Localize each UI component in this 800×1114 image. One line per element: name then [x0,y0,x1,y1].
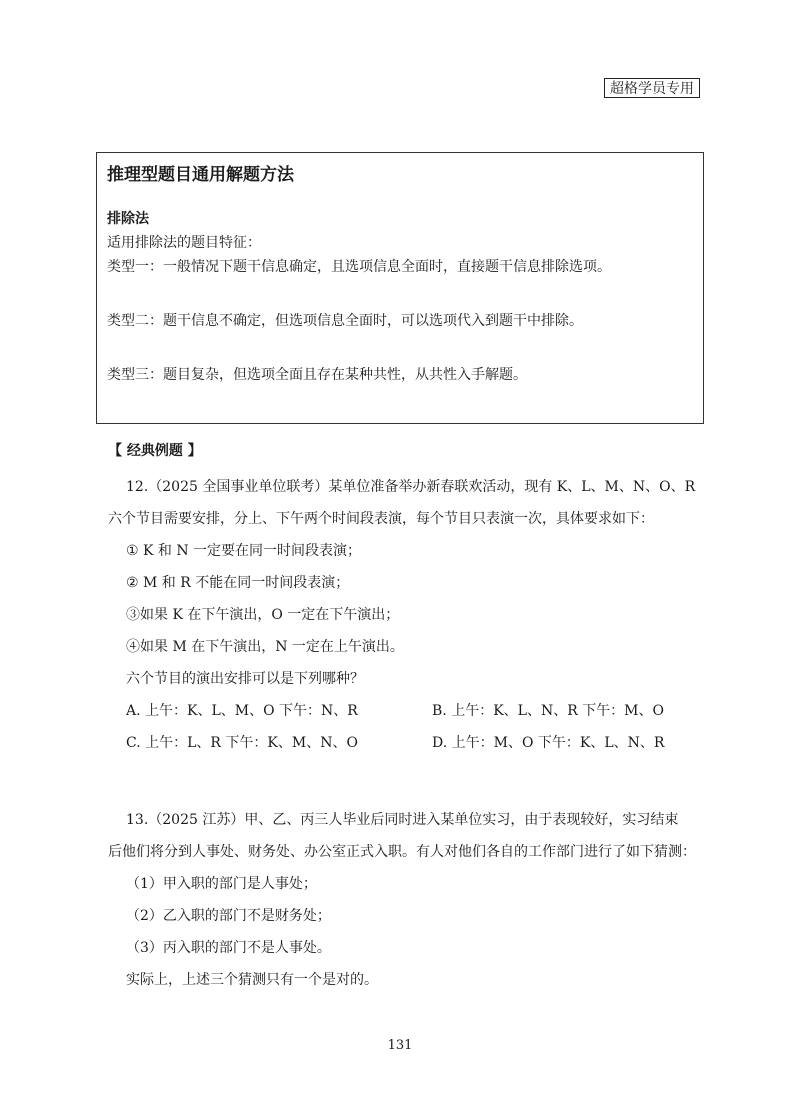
page-number: 131 [387,1038,413,1053]
method-type-2: 类型二：题干信息不确定，但选项信息全面时，可以选项代入到题干中排除。 [107,313,583,329]
q13-guess-3: （3）丙入职的部门不是人事处。 [126,940,331,956]
q12-stem-line-2: 六个节目需要安排，分上、下午两个时间段表演，每个节目只表演一次，具体要求如下： [108,511,654,527]
q13-stem-line-1: 13.（2025 江苏）甲、乙、丙三人毕业后同时进入某单位实习，由于表现较好，实习结束 [126,812,679,828]
q12-condition-2: ② M 和 R 不能在同一时间段表演； [126,575,350,591]
method-box [96,152,704,424]
q13-guess-1: （1）甲入职的部门是人事处； [126,876,317,892]
question-13 [108,804,708,996]
q13-stem-line-2: 后他们将分到人事处、财务处、办公室正式入职。有人对他们各自的工作部门进行了如下猜测： [108,844,696,860]
examples-heading: 【 经典例题 】 [108,443,202,459]
method-type-1: 类型一：一般情况下题干信息确定，且选项信息全面时，直接题干信息排除选项。 [107,259,611,275]
q12-option-b: B. 上午：K、L、N、R 下午：M、O [432,703,664,719]
question-12 [108,471,708,759]
q13-fact: 实际上，上述三个猜测只有一个是对的。 [126,972,378,988]
q12-option-c: C. 上午：L、R 下午：K、M、N、O [126,735,358,751]
q12-condition-4: ④如果 M 在下午演出，N 一定在上午演出。 [126,639,404,655]
method-intro: 适用排除法的题目特征： [107,235,261,251]
q12-condition-3: ③如果 K 在下午演出，O 一定在下午演出； [126,607,400,623]
q12-stem-line-1: 12.（2025 全国事业单位联考）某单位准备举办新春联欢活动，现有 K、L、M、N、O、R [126,479,696,495]
q12-option-a: A. 上午：K、L、M、O 下午：N、R [126,703,358,719]
q12-question: 六个节目的演出安排可以是下列哪种？ [126,671,364,687]
q12-options-row-1 [108,695,708,727]
q12-condition-1: ① K 和 N 一定要在同一时间段表演； [126,543,362,559]
method-type-3: 类型三：题目复杂，但选项全面且存在某种共性，从共性入手解题。 [107,367,527,383]
q12-options-row-2 [108,727,708,759]
student-only-stamp: 超格学员专用 [604,78,700,98]
method-title: 推理型题目通用解题方法 [107,165,294,185]
q13-guess-2: （2）乙入职的部门不是财务处； [126,908,331,924]
q12-option-d: D. 上午：M、O 下午：K、L、N、R [432,735,665,751]
method-subtitle: 排除法 [107,211,149,227]
